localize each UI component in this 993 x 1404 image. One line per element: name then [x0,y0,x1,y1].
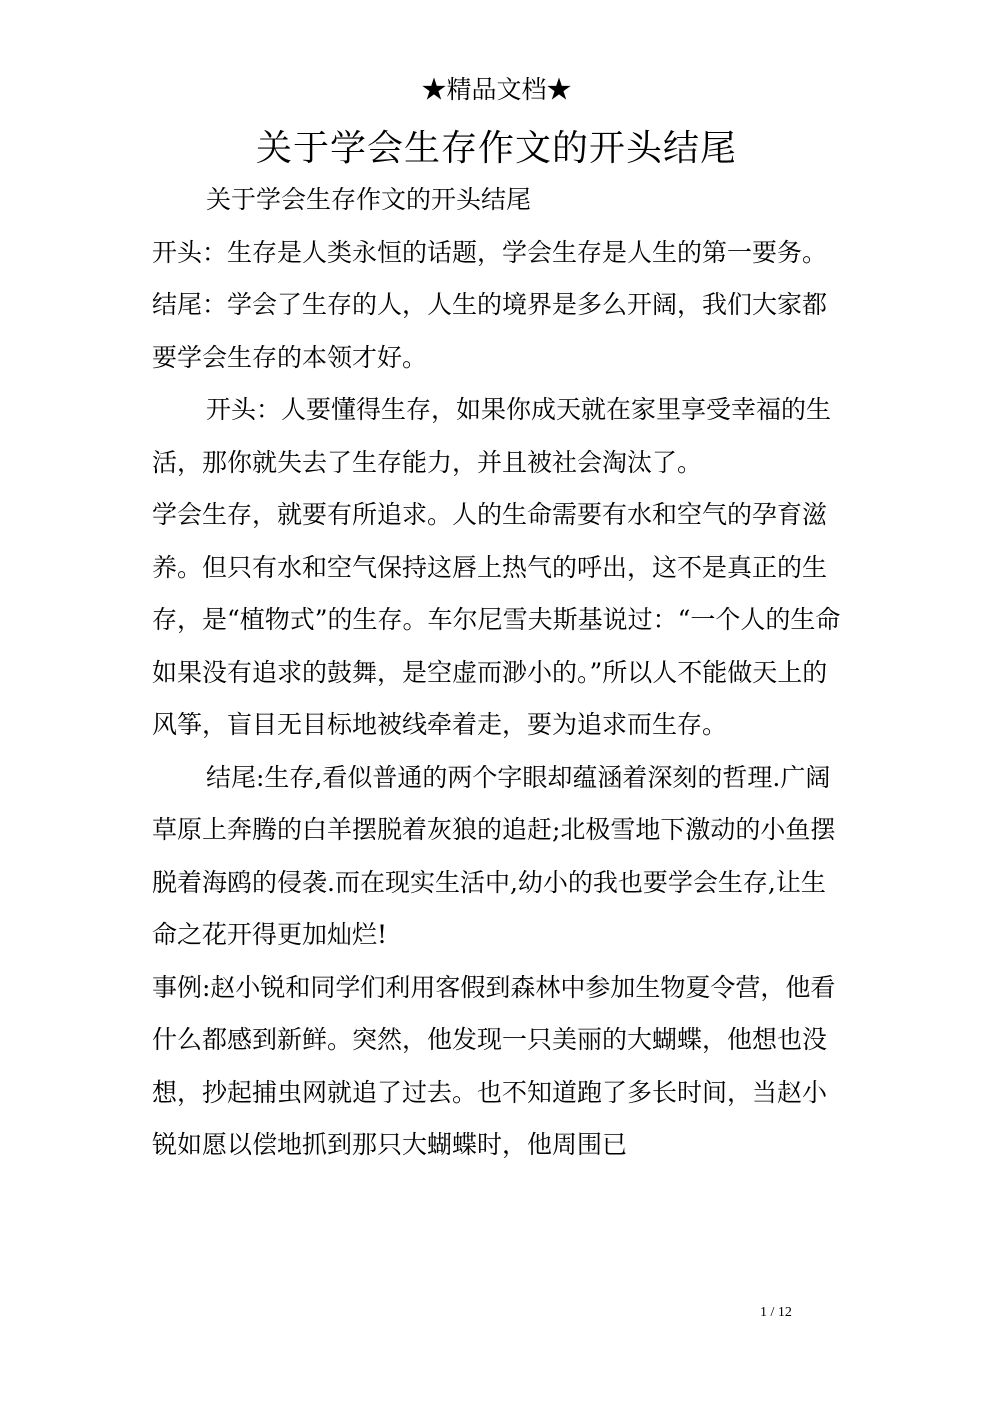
paragraph-subtitle: 关于学会生存作文的开头结尾 [206,185,532,214]
document-title: 关于学会生存作文的开头结尾 [255,128,737,169]
document-body [152,174,861,1172]
paragraph-ending-2: 结尾:生存,看似普通的两个字眼却蕴涵着深刻的哲理.广阔草原上奔腾的白羊摆脱着灰狼的追赶;北极雪地下激动的小鱼摆脱着海鸥的侵袭.而在现实生活中,幼小的我也要学会生存,让生命之花开得更加灿烂! [152,762,836,949]
paragraph-opening-2: 开头：人要懂得生存，如果你成天就在家里享受幸福的生活，那你就失去了生存能力，并且被社会淘汰了。 [152,395,832,477]
paragraph-example: 事例:赵小锐和同学们利用客假到森林中参加生物夏令营，他看 什么都感到新鲜。突然，他发现一只美丽的大蝴蝶，他想也没想，抄起捕虫网就追了过去。也不知道跑了多长时间，当赵小锐如愿以偿地抓到那只大蝴蝶时，他周围已 [152,972,861,1159]
paragraph-opening-1: 开头：生存是人类永恒的话题，学会生存是人生的第一要务。 [152,237,828,267]
paragraph-body-pursuit: 学会生存，就要有所追求。人的生命需要有水和空气的孕育滋养。但只有水和空气保持这唇上热气的呼出，这不是真正的生存，是“植物式”的生存。车尔尼雪夫斯基说过：“一个人的生命如果没有追求的鼓舞，是空虚而渺小的。”所以人不能做天上的风筝，盲目无目标地被线牵着走，要为追求而生存。 [152,500,841,739]
page-indicator: 1 / 12 [760,1305,792,1320]
paragraph-ending-1: 结尾：学会了生存的人，人生的境界是多么开阔，我们大家都要学会生存的本领才好。 [152,290,828,372]
document-header-banner: ★精品文档★ [421,75,572,104]
